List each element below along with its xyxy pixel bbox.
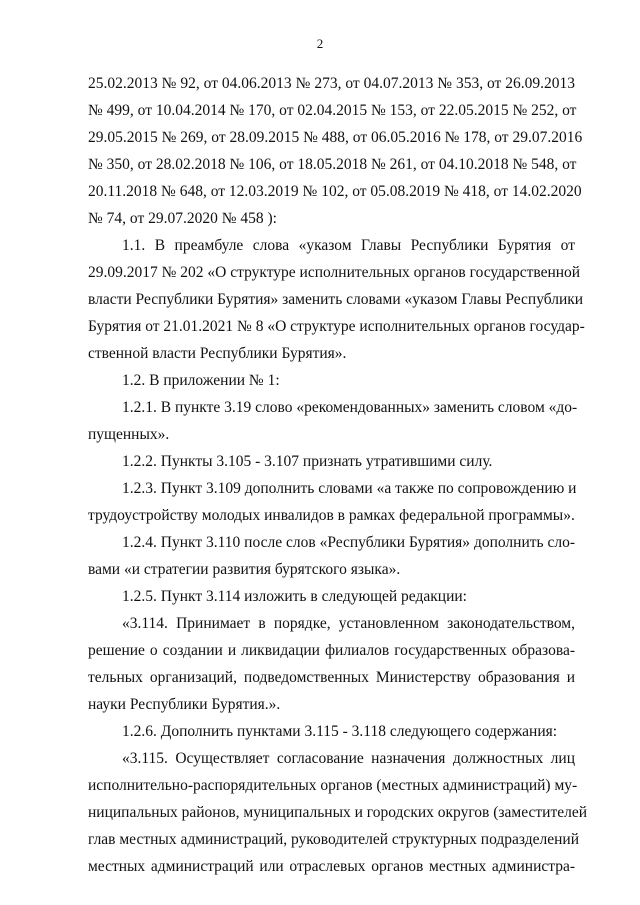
text-line: 29.05.2015 № 269, от 28.09.2015 № 488, от 06.05.2016 № 178, от 29.07.2016 [88,129,583,146]
page-number: 2 [316,36,324,51]
text-line: исполнительно-распорядительных органов (местных администраций) му- [88,777,578,794]
text-line: 1.2.1. В пункте 3.19 слово «рекомендованных» заменить словом «до- [122,399,578,416]
text-line: тельных организаций, подведомственных Министерству образования и [88,669,575,686]
text-line: власти Республики Бурятия» заменить словами «указом Главы Республики [88,291,584,308]
text-line: вами «и стратегии развития бурятского языка». [88,561,401,578]
text-line: местных администраций или отраслевых органов местных администра- [88,858,575,875]
text-line: 1.2.4. Пункт 3.110 после слов «Республики Бурятия» дополнить сло- [122,534,575,551]
text-line: решение о создании и ликвидации филиалов государственных образова- [88,642,575,659]
text-line: 1.1. В преамбуле слова «указом Главы Республики Бурятия от [122,237,575,254]
text-line: 25.02.2013 № 92, от 04.06.2013 № 273, от 04.07.2013 № 353, от 26.09.2013 [88,75,575,92]
text-line: № 499, от 10.04.2014 № 170, от 02.04.2015 № 153, от 22.05.2015 № 252, от [88,102,577,119]
text-line: глав местных администраций, руководителей структурных подразделений [88,831,580,848]
text-line: ственной власти Республики Бурятия». [88,345,347,362]
text-line: науки Республики Бурятия.». [88,696,281,713]
text-line: «3.114. Принимает в порядке, установленном законодательством, [122,615,575,632]
text-line: 29.09.2017 № 202 «О структуре исполнительных органов государственной [88,264,581,281]
text-line: 1.2. В приложении № 1: [122,372,280,389]
text-line: 1.2.5. Пункт 3.114 изложить в следующей редакции: [122,588,467,605]
text-line: 1.2.2. Пункты 3.105 - 3.107 признать утратившими силу. [122,453,493,470]
text-line: № 74, от 29.07.2020 № 458 ): [88,210,277,227]
text-line: ниципальных районов, муниципальных и городских округов (заместителей [88,804,588,821]
text-line: № 350, от 28.02.2018 № 106, от 18.05.2018 № 261, от 04.10.2018 № 548, от [88,156,577,173]
text-line: 20.11.2018 № 648, от 12.03.2019 № 102, от 05.08.2019 № 418, от 14.02.2020 [88,183,582,200]
text-line: Бурятия от 21.01.2021 № 8 «О структуре исполнительных органов государ- [88,318,585,335]
text-line: 1.2.6. Дополнить пунктами 3.115 - 3.118 следующего содержания: [122,723,558,740]
text-line: 1.2.3. Пункт 3.109 дополнить словами «а также по сопровождению и [122,480,577,497]
text-line: трудоустройству молодых инвалидов в рамках федеральной программы». [88,507,575,524]
text-line: пущенных». [88,426,170,443]
text-line: «3.115. Осуществляет согласование назначения должностных лиц [122,750,575,767]
